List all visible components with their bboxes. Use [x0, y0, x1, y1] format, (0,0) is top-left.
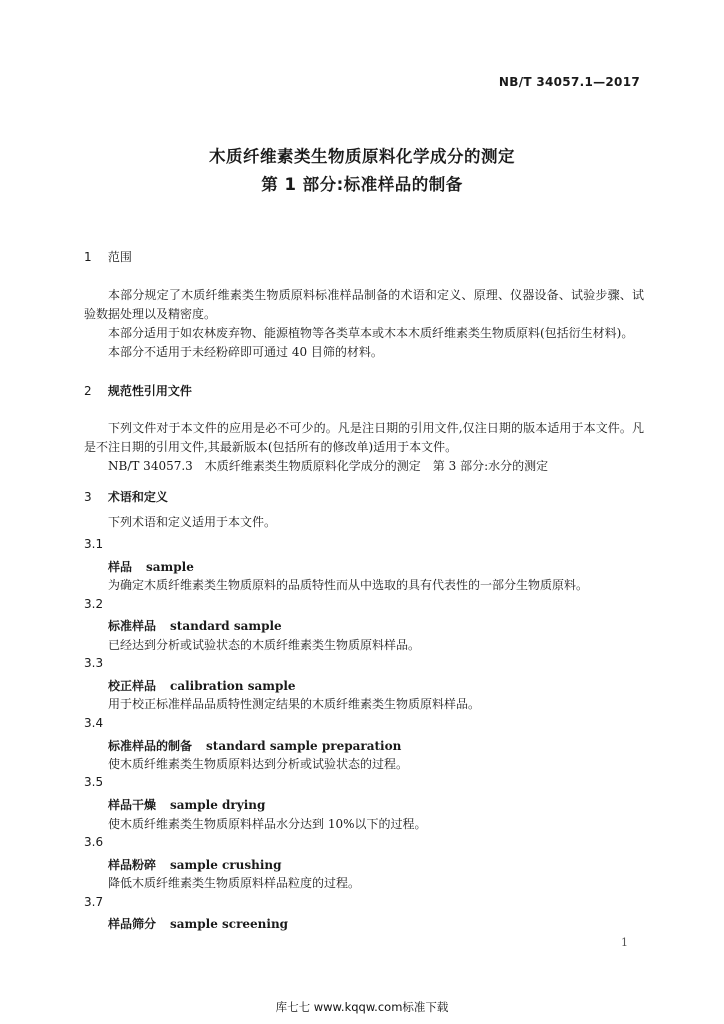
term-definition: 使木质纤维素类生物质原料样品水分达到 10%以下的过程。 [108, 817, 427, 831]
term-name [108, 796, 265, 813]
section-number: 2 [84, 384, 92, 398]
section-3-heading [84, 488, 168, 505]
section-title: 规范性引用文件 [107, 384, 192, 398]
term-chinese: 样品 [108, 560, 133, 574]
page-number: 1 [621, 936, 628, 949]
section-2-heading [84, 382, 192, 399]
section-2-paragraph-1: 下列文件对于本文件的应用是必不可少的。凡是注日期的引用文件,仅注日期的版本适用于本文件。凡是不注日期的引用文件,其最新版本(包括所有的修改单)适用于本文件。 [84, 421, 644, 454]
normative-reference: NB/T 34057.3 木质纤维素类生物质原料化学成分的测定 第 3 部分:水分的测定 [108, 459, 549, 473]
term-number: 3.2 [84, 597, 104, 611]
term-definition: 已经达到分析或试验状态的木质纤维素类生物质原料样品。 [108, 638, 421, 652]
section-number: 1 [84, 250, 92, 264]
term-english: sample drying [170, 798, 266, 812]
term-number: 3.3 [84, 656, 104, 670]
term-name [108, 677, 296, 694]
section-1-paragraph-1: 本部分规定了木质纤维素类生物质原料标准样品制备的术语和定义、原理、仪器设备、试验步骤、试验数据处理以及精密度。 [84, 288, 644, 321]
section-1-paragraph-2: 本部分适用于如农林废弃物、能源植物等各类草本或木本木质纤维素类生物质原料(包括衍生材料)。 [108, 326, 634, 340]
term-number: 3.6 [84, 835, 104, 849]
term-name [108, 558, 194, 575]
term-chinese: 样品筛分 [108, 917, 157, 931]
term-english: standard sample [170, 619, 282, 633]
term-name [108, 856, 282, 873]
section-title: 范围 [107, 250, 132, 264]
term-number: 3.5 [84, 775, 104, 789]
term-english: sample crushing [170, 858, 282, 872]
term-chinese: 标准样品的制备 [108, 739, 193, 753]
term-number: 3.1 [84, 537, 104, 551]
term-chinese: 标准样品 [108, 619, 157, 633]
term-number: 3.4 [84, 716, 104, 730]
term-definition: 为确定木质纤维素类生物质原料的品质特性而从中选取的具有代表性的一部分生物质原料。 [108, 578, 589, 592]
standard-code: NB/T 34057.1—2017 [498, 75, 640, 89]
term-english: sample [146, 560, 194, 574]
document-title: 木质纤维素类生物质原料化学成分的测定 [209, 147, 515, 166]
term-chinese: 校正样品 [108, 679, 157, 693]
term-chinese: 样品粉碎 [108, 858, 157, 872]
document-subtitle: 第 1 部分:标准样品的制备 [261, 175, 463, 194]
term-chinese: 样品干燥 [108, 798, 157, 812]
section-number: 3 [84, 490, 92, 504]
section-title: 术语和定义 [107, 490, 168, 504]
term-name [108, 737, 401, 754]
term-english: standard sample preparation [206, 739, 402, 753]
term-definition: 使木质纤维素类生物质原料达到分析或试验状态的过程。 [108, 757, 409, 771]
section-1-paragraph-3: 本部分不适用于未经粉碎即可通过 40 目筛的材料。 [108, 345, 383, 359]
term-name [108, 617, 282, 634]
section-3-intro: 下列术语和定义适用于本文件。 [108, 515, 277, 529]
term-number: 3.7 [84, 895, 104, 909]
term-english: calibration sample [170, 679, 296, 693]
term-name [108, 915, 288, 932]
section-1-heading [84, 248, 132, 265]
footer-watermark: 库七七 www.kqqw.com标准下载 [275, 1000, 449, 1014]
term-definition: 用于校正标准样品品质特性测定结果的木质纤维素类生物质原料样品。 [108, 697, 481, 711]
term-english: sample screening [170, 917, 289, 931]
term-definition: 降低木质纤维素类生物质原料样品粒度的过程。 [108, 876, 361, 890]
